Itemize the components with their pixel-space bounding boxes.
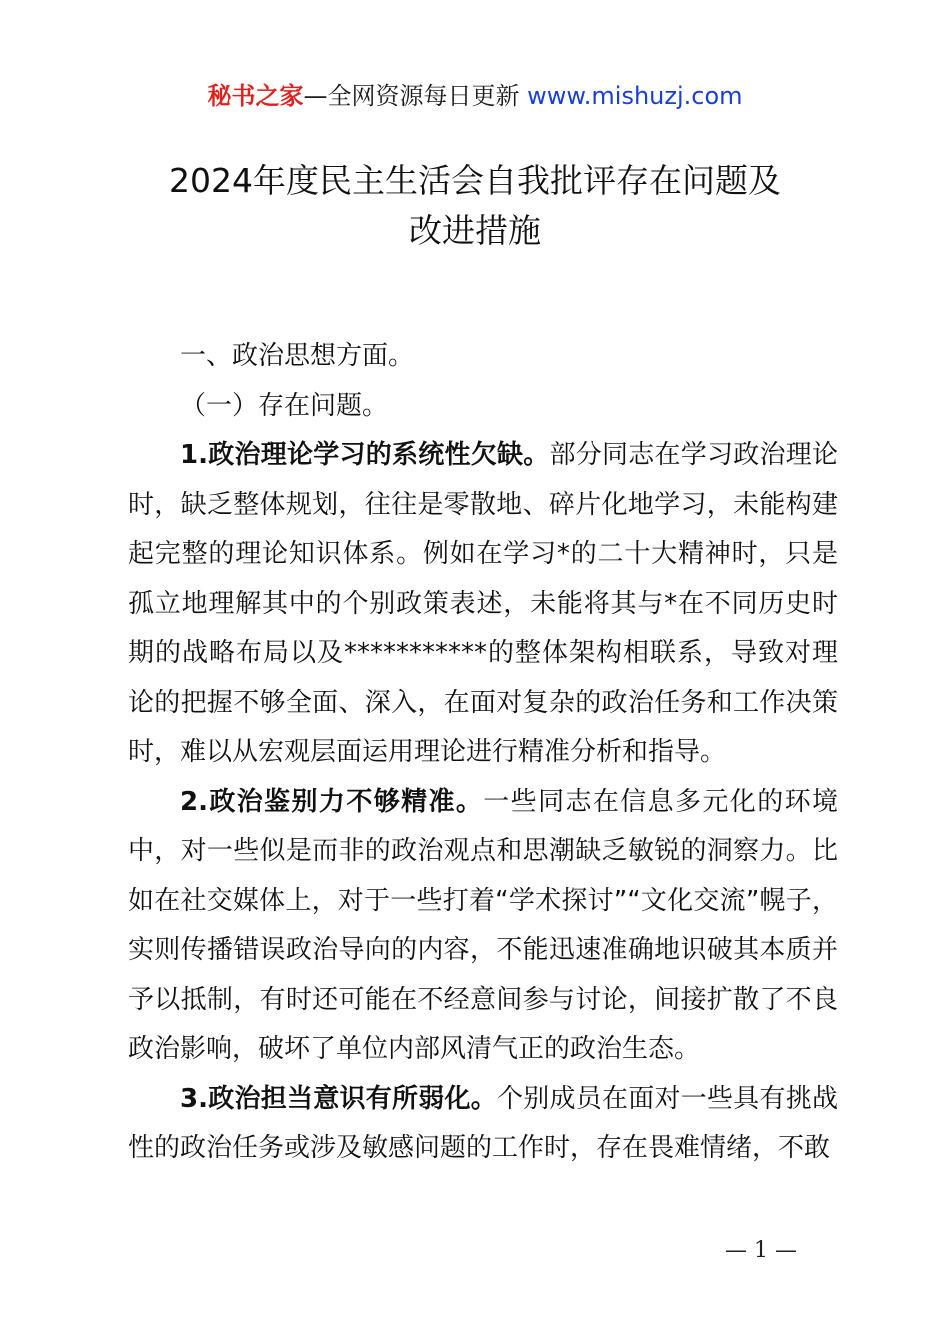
document-title (75, 156, 875, 256)
section-heading: 一、政治思想方面。 (180, 341, 415, 371)
site-banner (0, 78, 950, 114)
paragraph-item-1 (128, 431, 838, 778)
paragraph-item-3 (128, 1075, 838, 1174)
paragraph-item-2 (128, 778, 838, 1075)
site-url[interactable]: www.mishuzj.com (527, 82, 743, 110)
title-line-2: 改进措施 (409, 211, 541, 250)
document-body (128, 332, 838, 1174)
item-3-heading: 3.政治担当意识有所弱化。 (180, 1083, 497, 1114)
title-line-1: 2024年度民主生活会自我批评存在问题及 (169, 161, 781, 200)
item-2-heading: 2.政治鉴别力不够精准。 (180, 786, 484, 817)
item-1-heading: 1.政治理论学习的系统性欠缺。 (180, 440, 550, 470)
subsection-heading: （一）存在问题。 (180, 390, 389, 421)
item-1-text: 部分同志在学习政治理论时，缺乏整体规划，往往是零散地、碎片化地学习，未能构建起完整的理论知识体系。例如在学习*的二十大精神时，只是孤立地理解其中的个别政策表述，未能将其与*在不同历史时期的战略布局以及***********的整体架构相联系，导致对理论的把握不够全面、深入，在面对复杂的政治任务和工作决策时，难以从宏观层面运用理论进行精准分析和指导。 (128, 440, 838, 767)
item-3-text: 个别成员在面对一些具有挑战性的政治任务或涉及敏感问题的工作时，存在畏难情绪，不敢 (128, 1083, 838, 1163)
site-brand: 秘书之家 (207, 82, 304, 110)
site-tagline: —全网资源每日更新 (303, 82, 528, 110)
item-2-text: 一些同志在信息多元化的环境中，对一些似是而非的政治观点和思潮缺乏敏锐的洞察力。比如在社交媒体上，对于一些打着“学术探讨”“文化交流”幌子，实则传播错误政治导向的内容，不能迅速准确地识破其本质并予以抵制，有时还可能在不经意间参与讨论，间接扩散了不良政治影响，破坏了单位内部风清气正的政治生态。 (128, 786, 838, 1064)
page-number: — 1 — (725, 1238, 797, 1263)
